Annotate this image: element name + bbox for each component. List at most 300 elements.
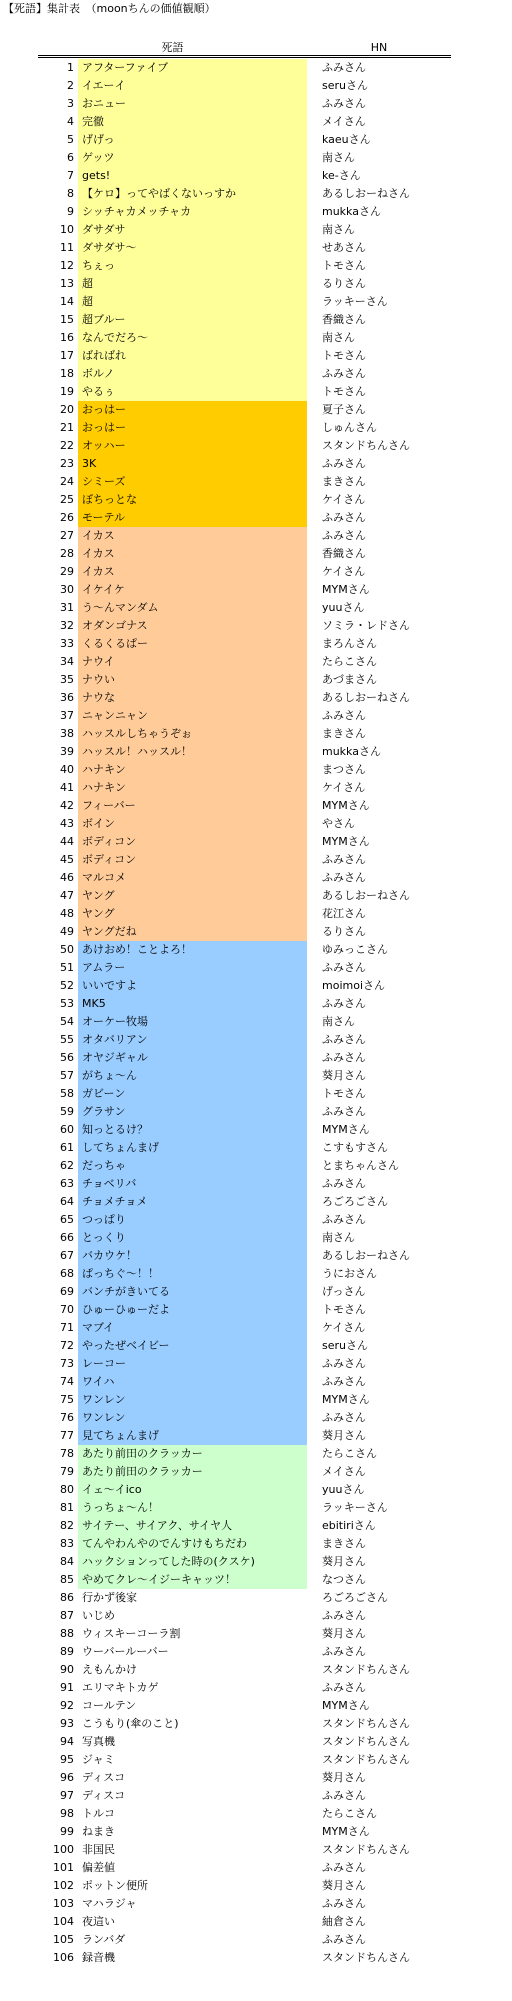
row-term: 行かず後家 bbox=[78, 1589, 307, 1607]
row-number: 44 bbox=[60, 835, 74, 848]
row-term: してちょんまげ bbox=[78, 1139, 307, 1157]
row-term: オタバリアン bbox=[78, 1031, 307, 1049]
row-hn: ふみさん bbox=[322, 1897, 366, 1910]
row-hn: MYMさん bbox=[322, 1825, 370, 1838]
row-term: だっちゃ bbox=[78, 1157, 307, 1175]
row-number: 45 bbox=[60, 853, 74, 866]
table-row bbox=[0, 977, 512, 995]
table-row bbox=[0, 1841, 512, 1859]
row-hn: こすもすさん bbox=[322, 1141, 388, 1154]
row-number: 36 bbox=[60, 691, 74, 704]
row-term: とっくり bbox=[78, 1229, 307, 1247]
table-row bbox=[0, 581, 512, 599]
row-term: ハックションってした時の(クスケ) bbox=[78, 1553, 307, 1571]
row-number: 83 bbox=[60, 1537, 74, 1550]
row-hn: るりさん bbox=[322, 925, 366, 938]
row-term: 見てちょんまげ bbox=[78, 1427, 307, 1445]
row-number: 66 bbox=[60, 1231, 74, 1244]
table-row bbox=[0, 1769, 512, 1787]
table-row bbox=[0, 1391, 512, 1409]
row-number: 8 bbox=[67, 187, 74, 200]
row-hn: ふみさん bbox=[322, 1645, 366, 1658]
row-hn: トモさん bbox=[322, 259, 366, 272]
row-hn: るりさん bbox=[322, 277, 366, 290]
table-row bbox=[0, 1715, 512, 1733]
table-row bbox=[0, 1625, 512, 1643]
header-rule bbox=[38, 57, 451, 58]
row-hn: ebitiriさん bbox=[322, 1519, 376, 1532]
row-number: 92 bbox=[60, 1699, 74, 1712]
row-term: 写真機 bbox=[78, 1733, 307, 1751]
row-hn: ふみさん bbox=[322, 1033, 366, 1046]
table-row bbox=[0, 959, 512, 977]
row-number: 87 bbox=[60, 1609, 74, 1622]
row-hn: やさん bbox=[322, 817, 355, 830]
row-hn: メイさん bbox=[322, 1465, 366, 1478]
row-term: 超 bbox=[78, 293, 307, 311]
row-term: バンチがきいてる bbox=[78, 1283, 307, 1301]
row-number: 57 bbox=[60, 1069, 74, 1082]
row-term: 録音機 bbox=[78, 1949, 307, 1967]
row-hn: 南さん bbox=[322, 1231, 355, 1244]
table-row bbox=[0, 1787, 512, 1805]
row-term: グラサン bbox=[78, 1103, 307, 1121]
row-number: 14 bbox=[60, 295, 74, 308]
row-number: 3 bbox=[67, 97, 74, 110]
row-term: 完徹 bbox=[78, 113, 307, 131]
table-row bbox=[0, 1103, 512, 1121]
table-row bbox=[0, 1805, 512, 1823]
table-row bbox=[0, 437, 512, 455]
table-row bbox=[0, 1121, 512, 1139]
row-term: イェ～イico bbox=[78, 1481, 307, 1499]
row-number: 95 bbox=[60, 1753, 74, 1766]
row-term: ヤング bbox=[78, 887, 307, 905]
row-term: 超 bbox=[78, 275, 307, 293]
table-row bbox=[0, 185, 512, 203]
table-row bbox=[0, 1661, 512, 1679]
row-number: 24 bbox=[60, 475, 74, 488]
row-term: 非国民 bbox=[78, 1841, 307, 1859]
table-row bbox=[0, 1193, 512, 1211]
table-row bbox=[0, 203, 512, 221]
row-hn: 葵月さん bbox=[322, 1429, 366, 1442]
table-row bbox=[0, 797, 512, 815]
row-hn: スタンドちんさん bbox=[322, 439, 410, 452]
row-hn: moimoiさん bbox=[322, 979, 386, 992]
row-hn: ふみさん bbox=[322, 1177, 366, 1190]
row-hn: MYMさん bbox=[322, 835, 370, 848]
row-term: ねまき bbox=[78, 1823, 307, 1841]
sheet-title: 【死語】集計表 （moonちんの価値観順） bbox=[3, 2, 216, 15]
row-number: 78 bbox=[60, 1447, 74, 1460]
row-term: ワンレン bbox=[78, 1391, 307, 1409]
row-number: 21 bbox=[60, 421, 74, 434]
row-number: 84 bbox=[60, 1555, 74, 1568]
row-term: ボルノ bbox=[78, 365, 307, 383]
table-row bbox=[0, 383, 512, 401]
row-term: う～んマンダム bbox=[78, 599, 307, 617]
row-number: 39 bbox=[60, 745, 74, 758]
table-row bbox=[0, 995, 512, 1013]
row-term: あたり前田のクラッカー bbox=[78, 1463, 307, 1481]
table-row bbox=[0, 905, 512, 923]
table-row bbox=[0, 1571, 512, 1589]
table-row bbox=[0, 527, 512, 545]
row-hn: MYMさん bbox=[322, 1393, 370, 1406]
row-term: チョベリバ bbox=[78, 1175, 307, 1193]
row-number: 100 bbox=[53, 1843, 74, 1856]
row-number: 72 bbox=[60, 1339, 74, 1352]
row-term: イエーイ bbox=[78, 77, 307, 95]
row-hn: トモさん bbox=[322, 1087, 366, 1100]
row-term: ダサダサ～ bbox=[78, 239, 307, 257]
row-number: 9 bbox=[67, 205, 74, 218]
row-hn: ふみさん bbox=[322, 709, 366, 722]
table-row bbox=[0, 761, 512, 779]
row-term: ハナキン bbox=[78, 779, 307, 797]
row-term: ばればれ bbox=[78, 347, 307, 365]
row-term: ナウい bbox=[78, 671, 307, 689]
row-hn: MYMさん bbox=[322, 1699, 370, 1712]
row-number: 16 bbox=[60, 331, 74, 344]
row-hn: ふみさん bbox=[322, 97, 366, 110]
row-number: 96 bbox=[60, 1771, 74, 1784]
table-row bbox=[0, 1589, 512, 1607]
table-row bbox=[0, 833, 512, 851]
table-row bbox=[0, 275, 512, 293]
row-hn: トモさん bbox=[322, 385, 366, 398]
row-hn: スタンドちんさん bbox=[322, 1717, 410, 1730]
row-hn: あづまさん bbox=[322, 673, 377, 686]
table-row bbox=[0, 689, 512, 707]
row-hn: ふみさん bbox=[322, 1357, 366, 1370]
row-hn: 葵月さん bbox=[322, 1771, 366, 1784]
row-term: ひゅーひゅーだよ bbox=[78, 1301, 307, 1319]
row-number: 4 bbox=[67, 115, 74, 128]
row-term: 夜這い bbox=[78, 1913, 307, 1931]
row-hn: ラッキーさん bbox=[322, 1501, 388, 1514]
row-number: 85 bbox=[60, 1573, 74, 1586]
row-number: 55 bbox=[60, 1033, 74, 1046]
row-number: 71 bbox=[60, 1321, 74, 1334]
row-hn: トモさん bbox=[322, 1303, 366, 1316]
row-number: 97 bbox=[60, 1789, 74, 1802]
table-row bbox=[0, 1229, 512, 1247]
row-term: 超ブルー bbox=[78, 311, 307, 329]
row-number: 28 bbox=[60, 547, 74, 560]
row-term: ボイン bbox=[78, 815, 307, 833]
row-term: トルコ bbox=[78, 1805, 307, 1823]
row-hn: ふみさん bbox=[322, 1933, 366, 1946]
row-term: ナウな bbox=[78, 689, 307, 707]
table-row bbox=[0, 887, 512, 905]
table-row bbox=[0, 851, 512, 869]
table-row bbox=[0, 1733, 512, 1751]
table-row bbox=[0, 1049, 512, 1067]
row-term: ナウイ bbox=[78, 653, 307, 671]
row-term: おニュー bbox=[78, 95, 307, 113]
table-row bbox=[0, 1211, 512, 1229]
row-number: 54 bbox=[60, 1015, 74, 1028]
table-row bbox=[0, 1859, 512, 1877]
row-hn: mukkaさん bbox=[322, 205, 381, 218]
table-row bbox=[0, 1175, 512, 1193]
row-number: 101 bbox=[53, 1861, 74, 1874]
table-row bbox=[0, 1013, 512, 1031]
table-row bbox=[0, 473, 512, 491]
row-hn: まきさん bbox=[322, 727, 366, 740]
row-term: ハッスル！ハッスル！ bbox=[78, 743, 307, 761]
row-term: がちょ～ん bbox=[78, 1067, 307, 1085]
row-hn: MYMさん bbox=[322, 583, 370, 596]
row-term: あたり前田のクラッカー bbox=[78, 1445, 307, 1463]
table-row bbox=[0, 1679, 512, 1697]
row-term: チョメチョメ bbox=[78, 1193, 307, 1211]
row-term: フィーバー bbox=[78, 797, 307, 815]
row-number: 34 bbox=[60, 655, 74, 668]
table-row bbox=[0, 1373, 512, 1391]
row-hn: ふみさん bbox=[322, 997, 366, 1010]
row-number: 31 bbox=[60, 601, 74, 614]
table-row bbox=[0, 1157, 512, 1175]
table-row bbox=[0, 1445, 512, 1463]
row-term: MK5 bbox=[78, 995, 307, 1013]
row-number: 60 bbox=[60, 1123, 74, 1136]
row-number: 62 bbox=[60, 1159, 74, 1172]
row-hn: ふみさん bbox=[322, 853, 366, 866]
row-number: 59 bbox=[60, 1105, 74, 1118]
row-term: アフターファイブ bbox=[78, 59, 307, 77]
row-hn: 南さん bbox=[322, 1015, 355, 1028]
row-hn: 葵月さん bbox=[322, 1879, 366, 1892]
row-term: 知っとるけ？ bbox=[78, 1121, 307, 1139]
row-term: あけおめ！ことよろ！ bbox=[78, 941, 307, 959]
row-number: 94 bbox=[60, 1735, 74, 1748]
row-term: ポットン便所 bbox=[78, 1877, 307, 1895]
table-row bbox=[0, 347, 512, 365]
header-hn: HN bbox=[370, 41, 388, 54]
row-hn: あるしおーねさん bbox=[322, 889, 410, 902]
row-hn: しゅんさん bbox=[322, 421, 377, 434]
table-row bbox=[0, 635, 512, 653]
row-number: 32 bbox=[60, 619, 74, 632]
row-number: 35 bbox=[60, 673, 74, 686]
row-hn: 紬倉さん bbox=[322, 1915, 366, 1928]
table-row bbox=[0, 1643, 512, 1661]
row-term: 偏差値 bbox=[78, 1859, 307, 1877]
row-term: つっぱり bbox=[78, 1211, 307, 1229]
row-number: 47 bbox=[60, 889, 74, 902]
row-number: 106 bbox=[53, 1951, 74, 1964]
table-row bbox=[0, 1031, 512, 1049]
row-term: モーテル bbox=[78, 509, 307, 527]
table-row bbox=[0, 1481, 512, 1499]
row-term: マハラジャ bbox=[78, 1895, 307, 1913]
row-number: 89 bbox=[60, 1645, 74, 1658]
table-row bbox=[0, 815, 512, 833]
row-term: マルコメ bbox=[78, 869, 307, 887]
row-hn: mukkaさん bbox=[322, 745, 381, 758]
row-hn: ソミラ・レドさん bbox=[322, 619, 410, 632]
row-term: エリマキトカゲ bbox=[78, 1679, 307, 1697]
row-number: 90 bbox=[60, 1663, 74, 1676]
row-number: 6 bbox=[67, 151, 74, 164]
row-term: ボディコン bbox=[78, 851, 307, 869]
row-hn: ふみさん bbox=[322, 961, 366, 974]
table-row bbox=[0, 149, 512, 167]
row-hn: ふみさん bbox=[322, 529, 366, 542]
row-term: ぱっちぐ～！！ bbox=[78, 1265, 307, 1283]
table-header bbox=[38, 40, 451, 56]
row-term: ちぇっ bbox=[78, 257, 307, 275]
row-hn: あるしおーねさん bbox=[322, 187, 410, 200]
row-hn: 葵月さん bbox=[322, 1555, 366, 1568]
row-term: げげっ bbox=[78, 131, 307, 149]
row-term: いいですよ bbox=[78, 977, 307, 995]
row-number: 52 bbox=[60, 979, 74, 992]
row-number: 43 bbox=[60, 817, 74, 830]
row-hn: ケイさん bbox=[322, 493, 366, 506]
row-hn: ろごろごさん bbox=[322, 1195, 388, 1208]
table-row bbox=[0, 455, 512, 473]
row-hn: 葵月さん bbox=[322, 1627, 366, 1640]
table-row bbox=[0, 1427, 512, 1445]
row-term: ボディコン bbox=[78, 833, 307, 851]
row-term: イカス bbox=[78, 527, 307, 545]
table-row bbox=[0, 1265, 512, 1283]
table-row bbox=[0, 77, 512, 95]
row-term: ガビーン bbox=[78, 1085, 307, 1103]
row-term: くるくるぱー bbox=[78, 635, 307, 653]
row-hn: ふみさん bbox=[322, 1789, 366, 1802]
row-number: 42 bbox=[60, 799, 74, 812]
row-hn: とまちゃんさん bbox=[322, 1159, 399, 1172]
table-row bbox=[0, 1949, 512, 1967]
table-row bbox=[0, 1409, 512, 1427]
row-number: 37 bbox=[60, 709, 74, 722]
row-term: ジャミ bbox=[78, 1751, 307, 1769]
table-row bbox=[0, 707, 512, 725]
row-hn: ふみさん bbox=[322, 871, 366, 884]
table-row bbox=[0, 1751, 512, 1769]
row-hn: 南さん bbox=[322, 223, 355, 236]
table-row bbox=[0, 311, 512, 329]
row-number: 88 bbox=[60, 1627, 74, 1640]
row-hn: kaeuさん bbox=[322, 133, 371, 146]
table-row bbox=[0, 1877, 512, 1895]
row-term: やめてクレ～イジーキャッツ！ bbox=[78, 1571, 307, 1589]
row-number: 19 bbox=[60, 385, 74, 398]
row-number: 1 bbox=[67, 61, 74, 74]
row-number: 15 bbox=[60, 313, 74, 326]
row-number: 48 bbox=[60, 907, 74, 920]
table-row bbox=[0, 491, 512, 509]
row-number: 63 bbox=[60, 1177, 74, 1190]
row-hn: まきさん bbox=[322, 1537, 366, 1550]
row-term: おっはー bbox=[78, 401, 307, 419]
row-number: 82 bbox=[60, 1519, 74, 1532]
row-term: コールテン bbox=[78, 1697, 307, 1715]
row-number: 68 bbox=[60, 1267, 74, 1280]
row-hn: ふみさん bbox=[322, 1105, 366, 1118]
row-number: 56 bbox=[60, 1051, 74, 1064]
table-row bbox=[0, 95, 512, 113]
row-hn: MYMさん bbox=[322, 799, 370, 812]
row-number: 58 bbox=[60, 1087, 74, 1100]
row-number: 99 bbox=[60, 1825, 74, 1838]
row-number: 18 bbox=[60, 367, 74, 380]
table-row bbox=[0, 239, 512, 257]
row-term: オッハー bbox=[78, 437, 307, 455]
row-hn: ラッキーさん bbox=[322, 295, 388, 308]
row-number: 77 bbox=[60, 1429, 74, 1442]
row-term: ヤング bbox=[78, 905, 307, 923]
row-term: バカウケ！ bbox=[78, 1247, 307, 1265]
row-term: ハナキン bbox=[78, 761, 307, 779]
table-row bbox=[0, 419, 512, 437]
table-row bbox=[0, 1517, 512, 1535]
row-hn: seruさん bbox=[322, 1339, 368, 1352]
row-term: やるぅ bbox=[78, 383, 307, 401]
row-number: 40 bbox=[60, 763, 74, 776]
row-number: 103 bbox=[53, 1897, 74, 1910]
row-hn: 香織さん bbox=[322, 313, 366, 326]
row-hn: スタンドちんさん bbox=[322, 1663, 410, 1676]
row-number: 11 bbox=[60, 241, 74, 254]
table-row bbox=[0, 725, 512, 743]
row-number: 70 bbox=[60, 1303, 74, 1316]
row-hn: トモさん bbox=[322, 349, 366, 362]
row-number: 86 bbox=[60, 1591, 74, 1604]
table-row bbox=[0, 1139, 512, 1157]
row-term: ディスコ bbox=[78, 1769, 307, 1787]
table-row bbox=[0, 1085, 512, 1103]
row-number: 105 bbox=[53, 1933, 74, 1946]
row-term: なんでだろ～ bbox=[78, 329, 307, 347]
table-row bbox=[0, 563, 512, 581]
row-hn: あるしおーねさん bbox=[322, 1249, 410, 1262]
table-row bbox=[0, 113, 512, 131]
row-number: 80 bbox=[60, 1483, 74, 1496]
table-row bbox=[0, 1535, 512, 1553]
table-row bbox=[0, 1607, 512, 1625]
row-number: 30 bbox=[60, 583, 74, 596]
row-term: アムラー bbox=[78, 959, 307, 977]
row-hn: ゆみっこさん bbox=[322, 943, 388, 956]
row-number: 81 bbox=[60, 1501, 74, 1514]
table-row bbox=[0, 1247, 512, 1265]
table-row bbox=[0, 1823, 512, 1841]
row-hn: メイさん bbox=[322, 115, 366, 128]
row-term: ウーバールーバー bbox=[78, 1643, 307, 1661]
row-number: 7 bbox=[67, 169, 74, 182]
row-hn: ふみさん bbox=[322, 511, 366, 524]
row-number: 38 bbox=[60, 727, 74, 740]
row-hn: 花江さん bbox=[322, 907, 366, 920]
row-hn: ふみさん bbox=[322, 1375, 366, 1388]
row-hn: あるしおーねさん bbox=[322, 691, 410, 704]
row-hn: まつさん bbox=[322, 763, 366, 776]
row-term: イカス bbox=[78, 545, 307, 563]
table-row bbox=[0, 617, 512, 635]
row-hn: ふみさん bbox=[322, 1609, 366, 1622]
row-term: ワイハ bbox=[78, 1373, 307, 1391]
row-term: ゲッツ bbox=[78, 149, 307, 167]
row-term: シミーズ bbox=[78, 473, 307, 491]
row-term: シッチャカメッチャカ bbox=[78, 203, 307, 221]
row-number: 13 bbox=[60, 277, 74, 290]
